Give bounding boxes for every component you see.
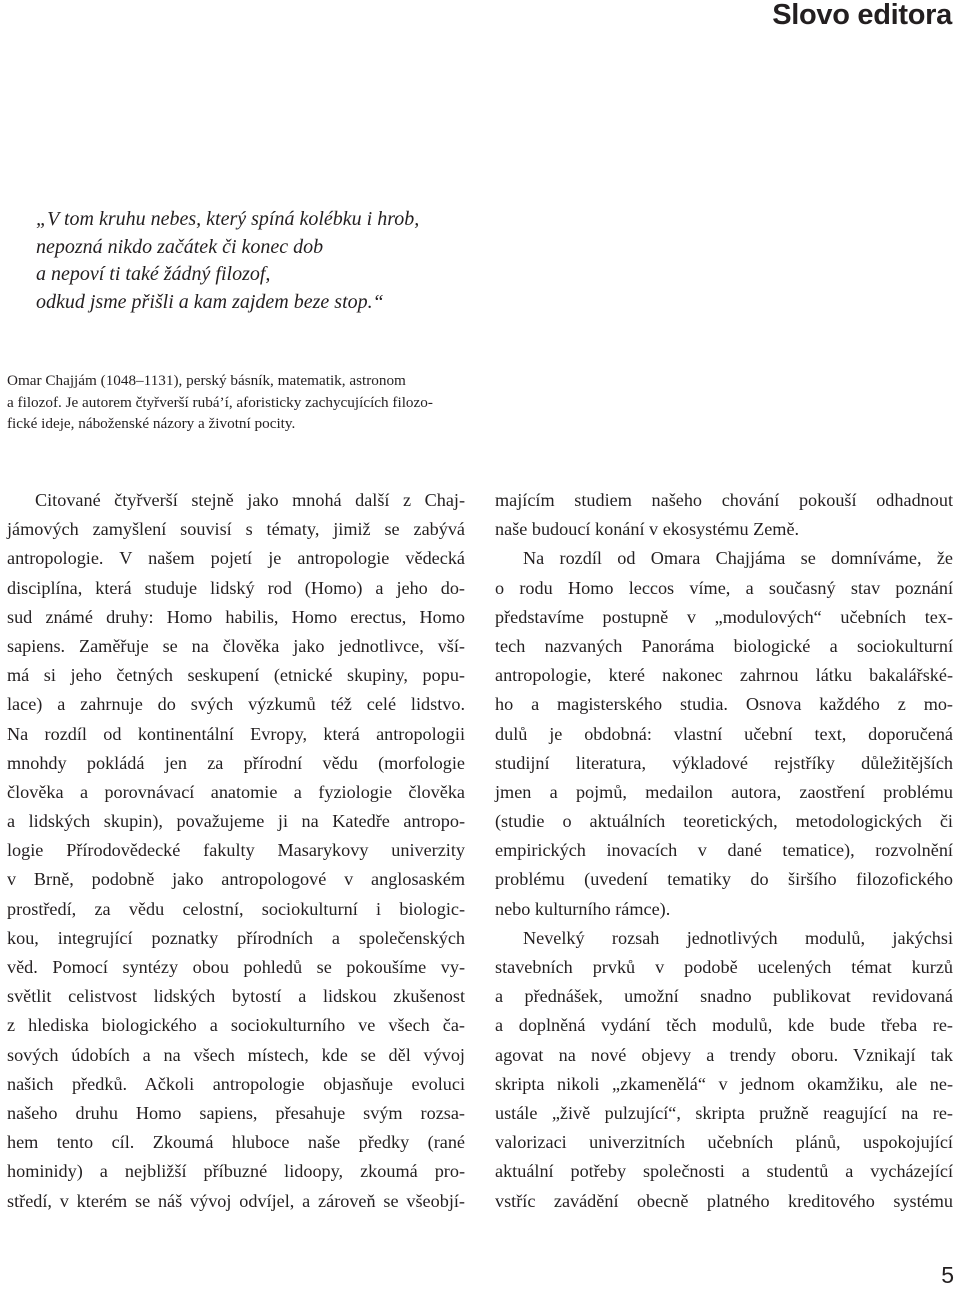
poem-line: a nepoví ti také žádný filozof, [36,263,271,285]
text-line: studijní literatura, výkladové rejstříky důležitějších [495,752,953,773]
text-line: nebo kulturního rámce). [495,898,671,919]
text-line: z hlediska biologického a sociokulturního ve všech ča- [7,1015,465,1036]
text-line: představíme postupně v „modulových“ učebních tex- [495,606,953,627]
text-line: ho a magisterského studia. Osnova každého z mo- [495,694,953,715]
text-line: kou, integrující poznatky přírodních a společenských [7,927,465,948]
page-title: Slovo editora [772,0,952,31]
text-line: problému (uvedení tematiky do širšího filozofického [495,869,953,890]
text-line: věd. Pomocí syntézy obou pohledů se pokoušíme vy- [7,957,465,977]
text-line: antropologie. V našem pojetí je antropologie vědecká [7,548,465,569]
text-line: skripta nikoli „zkamenělá“ v jednom okamžiku, ale ne- [495,1073,953,1094]
text-line: ustále „živě pulzující“, skripta pružně reagující na re- [495,1102,953,1123]
text-line: vstříc zavádění obecně platného kreditového systému [495,1190,953,1211]
text-line: našeho druhu Homo sapiens, přesahuje svým rozsa- [7,1102,465,1123]
text-line: sapiens. Zaměřuje se na člověka jako jednotlivce, vší- [7,635,465,656]
text-line: Citované čtyřverší stejně jako mnohá další z Chaj- [35,490,465,510]
text-line: hominidy) a nejbližší příbuzné lidoopy, zkoumá pro- [7,1161,465,1182]
text-line: Na rozdíl od Omara Chajjáma se domníváme, že [523,548,953,569]
attribution-line: Omar Chajjám (1048–1131), perský básník, matematik, astronom [7,372,406,389]
text-line: našich předků. Ačkoli antropologie objasňuje evoluci [7,1073,465,1094]
text-line: hem tento cíl. Zkoumá hluboce naše předky (rané [7,1132,465,1153]
text-line: jámových zamyšlení souvisí s tématy, jimiž se zabývá [7,519,465,540]
text-line: aktuální potřeby společnosti a studentů a vycházející [495,1161,953,1182]
attribution-line: fické ideje, náboženské názory a životní pocity. [7,415,296,433]
text-line: člověka a porovnávací anatomie a fyziologie člověka [7,781,465,802]
text-line: v Brně, podobně jako antropologové v anglosaském [7,869,465,890]
text-line: Nevelký rozsah jednotlivých modulů, jakýchsi [523,927,953,948]
text-line: a lidských skupin), považujeme ji na Katedře antropo- [7,811,465,832]
text-line: lace) a zahrnuje do svých výzkumů též celé lidstvo. [7,694,465,715]
text-line: Na rozdíl od kontinentální Evropy, která antropologii [7,723,465,744]
page-number: 5 [941,1262,954,1288]
text-line: agovat na nové objevy a trendy oboru. Vznikají tak [495,1044,953,1065]
text-line: empirických inovacích v dané tematice), rozvolnění [495,840,953,861]
text-line: dulů je obdobná: vlastní učební text, doporučená [495,723,953,744]
text-line: stavebních prvků v podobě ucelených témat kurzů [495,957,953,977]
text-line: valorizaci univerzitních učebních plánů, uspokojující [495,1132,953,1153]
text-line: antropologie, které nakonec zahrnou látku bakalářské- [495,665,953,686]
poem-line: „V tom kruhu nebes, který spíná kolébku i hrob, [36,208,420,230]
attribution-line: a filozof. Je autorem čtyřverší rubá’í, aforisticky zachycujících filozo- [7,393,433,411]
body-column-left [7,486,465,1216]
text-line: jmen a pojmů, medailon autora, zaostření problému [495,781,953,802]
text-line: středí, v kterém se náš vývoj odvíjel, a zároveň se všeobjí- [7,1190,465,1211]
text-line: a přednášek, umožní snadno publikovat revidovaná [495,986,953,1007]
text-line: má si jeho četných seskupení (etnické skupiny, popu- [7,665,465,686]
text-line: logie Přírodovědecké fakulty Masarykovy univerzity [7,840,465,861]
body-column-right [495,486,953,1216]
text-line: světlit celistvost lidských bytostí a lidskou zkušenost [7,986,465,1007]
text-line: majícím studiem našeho chování pokouší odhadnout [495,490,953,510]
text-line: o rodu Homo leccos víme, a současný stav poznání [495,577,953,598]
epigraph-poem [36,206,419,316]
text-line: naše budoucí konání v ekosystému Země. [495,519,800,540]
text-line: tech nazvaných Panoráma biologické a sociokulturní [495,635,953,656]
text-line: (studie o aktuálních teoretických, metodologických či [495,811,953,832]
text-line: prostředí, za vědu celostní, sociokulturní i biologic- [7,898,465,919]
epigraph-attribution [7,370,433,435]
text-line: a doplněná vydání těch modulů, kde bude třeba re- [495,1015,953,1036]
text-line: sových údobích a na všech místech, kde se děl vývoj [7,1044,465,1065]
text-line: sud známé druhy: Homo habilis, Homo erectus, Homo [7,606,465,627]
text-line: disciplína, která studuje lidský rod (Homo) a jeho do- [7,577,465,598]
poem-line: odkud jsme přišli a kam zajdem beze stop.“ [36,290,384,313]
text-line: mnohdy pokládá jen za přírodní vědu (morfologie [7,752,465,773]
poem-line: nepozná nikdo začátek či konec dob [36,235,324,258]
